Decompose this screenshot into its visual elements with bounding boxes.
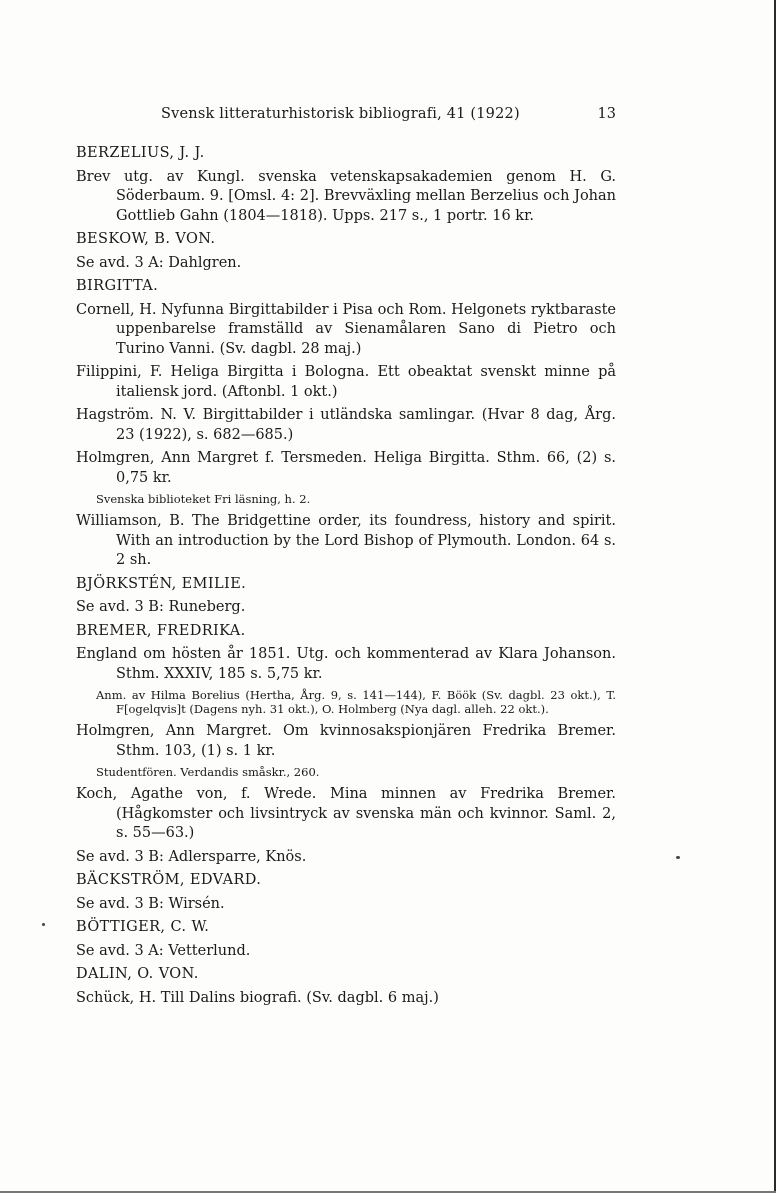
author-section: [76, 965, 616, 1008]
author-section: [76, 918, 616, 961]
bibliography-entry: Holmgren, Ann Margret. Om kvinnosakspionjären Fredrika Bremer. Sthm. 103, (1) s. 1 kr.: [76, 723, 616, 759]
bibliography-entry: Filippini, F. Heliga Birgitta i Bologna. Ett obeaktat svenskt minne på italiensk jord. (Aftonbl. 1 okt.): [76, 364, 616, 400]
running-head: [76, 105, 616, 127]
author-heading: BIRGITTA.: [76, 278, 159, 294]
bibliography-entry: Brev utg. av Kungl. svenska vetenskapsakademien genom H. G. Söderbaum. 9. [Omsl. 4: 2]. Brevväxling mellan Berzelius och Johan Gottlieb Gahn (1804—1818). Upps. 217 s., 1 portr. 16 kr.: [76, 168, 616, 224]
author-heading: BESKOW, B. VON.: [76, 231, 216, 247]
entry-note: Studentfören. Verdandis småskr., 260.: [96, 765, 320, 779]
author-section: [76, 230, 616, 273]
bibliography-entry: Cornell, H. Nyfunna Birgittabilder i Pisa och Rom. Helgonets ryktbaraste uppenbarelse framställd av Sienamålaren Sano di Pietro och Turino Vanni. (Sv. dagbl. 28 maj.): [76, 301, 616, 357]
bibliography-entry: Se avd. 3 B: Wirsén.: [76, 895, 225, 912]
author-section: [76, 575, 616, 618]
bibliography-sections: [76, 144, 616, 1008]
author-heading: BJÖRKSTÉN, EMILIE.: [76, 575, 247, 592]
bibliography-page: [76, 105, 616, 1012]
bibliography-entry: Williamson, B. The Bridgettine order, its foundress, history and spirit. With an introduction by the Lord Bishop of Plymouth. London. 64 s. 2 sh.: [76, 513, 616, 568]
author-heading: DALIN, O. VON.: [76, 966, 199, 982]
author-heading: BERZELIUS, J. J.: [76, 145, 205, 161]
author-section: [76, 144, 616, 226]
author-heading: BÄCKSTRÖM, EDVARD.: [76, 872, 262, 888]
entry-note: Svenska biblioteket Fri läsning, h. 2.: [96, 492, 311, 506]
bibliography-entry: Holmgren, Ann Margret f. Tersmeden. Heliga Birgitta. Sthm. 66, (2) s. 0,75 kr.: [76, 450, 616, 486]
scan-speck: [42, 923, 45, 926]
bibliography-entry: England om hösten år 1851. Utg. och kommenterad av Klara Johanson. Sthm. XXXIV, 185 s. 5,75 kr.: [76, 646, 616, 682]
bibliography-entry: Koch, Agathe von, f. Wrede. Mina minnen av Fredrika Bremer. (Hågkomster och livsintryck av svenska män och kvinnor. Saml. 2, s. 55—63.): [76, 786, 616, 841]
bibliography-entry: Se avd. 3 A: Dahlgren.: [76, 254, 242, 271]
author-section: [76, 871, 616, 914]
scan-speck: [676, 856, 680, 859]
bibliography-entry: Se avd. 3 B: Adlersparre, Knös.: [76, 848, 307, 865]
author-heading: BREMER, FREDRIKA.: [76, 622, 246, 639]
page-number: 13: [597, 106, 616, 122]
author-heading: BÖTTIGER, C. W.: [76, 919, 210, 935]
running-title: Svensk litteraturhistorisk bibliografi, 41 (1922): [161, 106, 520, 122]
bibliography-entry: Hagström. N. V. Birgittabilder i utländska samlingar. (Hvar 8 dag, Årg. 23 (1922), s. 682—685.): [76, 407, 616, 443]
bibliography-entry: Se avd. 3 A: Vetterlund.: [76, 942, 251, 959]
bibliography-entry: Se avd. 3 B: Runeberg.: [76, 599, 246, 615]
bibliography-entry: Schück, H. Till Dalins biografi. (Sv. dagbl. 6 maj.): [76, 989, 439, 1006]
entry-note: Anm. av Hilma Borelius (Hertha, Årg. 9, s. 141—144), F. Böök (Sv. dagbl. 23 okt.), T. F[ogelqvis]t (Dagens nyh. 31 okt.), O. Holmberg (Nya dagl. alleh. 22 okt.).: [96, 688, 616, 716]
author-section: [76, 277, 616, 571]
author-section: [76, 622, 616, 868]
